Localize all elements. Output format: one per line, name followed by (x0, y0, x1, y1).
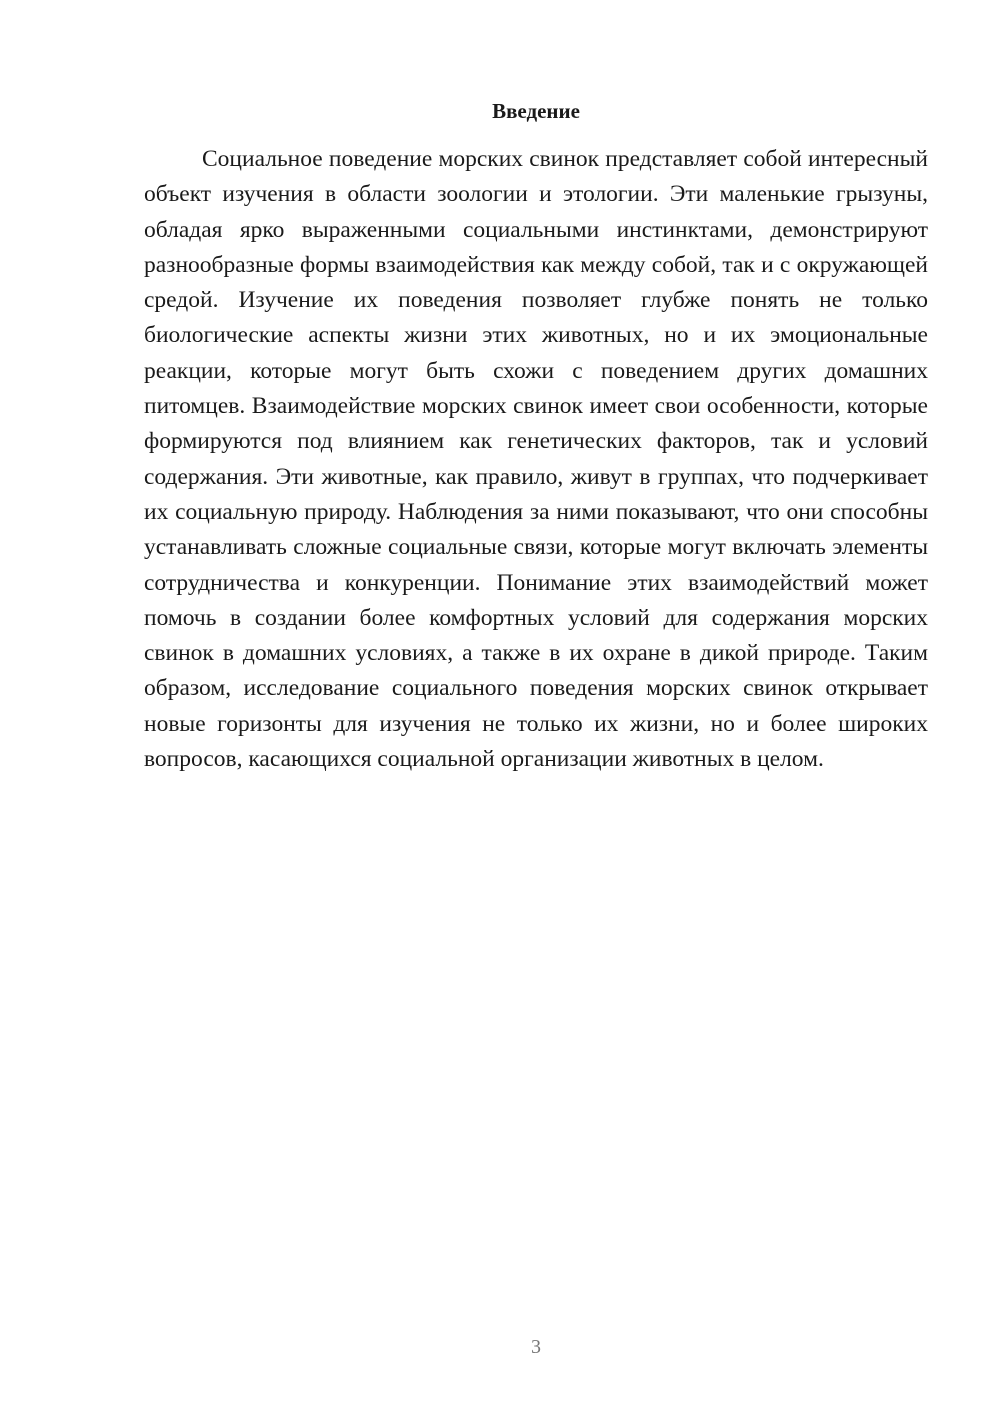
body-paragraph: Социальное поведение морских свинок представляет собой интересный объект изучения в области зоологии и этологии. Эти маленькие грызуны, обладая ярко выраженными социальными инстинктами, демонстрируют разнообразные формы взаимодействия как между собой, так и с окружающей средой. Изучение их поведения позволяет глубже понять не только биологические аспекты жизни этих животных, но и их эмоциональные реакции, которые могут быть схожи с поведением других домашних питомцев. Взаимодействие морских свинок имеет свои особенности, которые формируются под влиянием как генетических факторов, так и условий содержания. Эти животные, как правило, живут в группах, что подчеркивает их социальную природу. Наблюдения за ними показывают, что они способны устанавливать сложные социальные связи, которые могут включать элементы сотрудничества и конкуренции. Понимание этих взаимодействий может помочь в создании более комфортных условий для содержания морских свинок в домашних условиях, а также в их охране в дикой природе. Таким образом, исследование социального поведения морских свинок открывает новые горизонты для изучения не только их жизни, но и более широких вопросов, касающихся социальной организации животных в целом. (144, 146, 928, 773)
section-heading: Введение (492, 99, 580, 123)
page-number: 3 (531, 1336, 541, 1358)
